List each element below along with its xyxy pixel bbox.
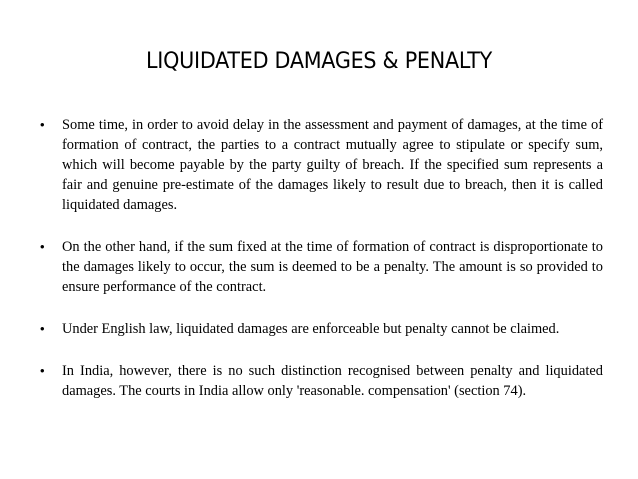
bullet-icon: •: [40, 363, 45, 378]
bullet-list: [40, 115, 603, 423]
bullet-icon: •: [40, 239, 45, 254]
bullet-text: Under English law, liquidated damages are enforceable but penalty cannot be claimed.: [62, 321, 560, 337]
bullet-icon: •: [40, 117, 45, 132]
bullet-text: In India, however, there is no such distinction recognised between penalty and liquidated damages. The courts in India allow only 'reasonable. compensation' (section 74).: [62, 363, 603, 399]
bullet-item-india: [40, 361, 603, 401]
bullet-icon: •: [40, 321, 45, 336]
bullet-text: Some time, in order to avoid delay in the assessment and payment of damages, at the time of formation of contract, the parties to a contract mutually agree to stipulate or specify sum, which will become payable by the party guilty of breach. If the specified sum represents a fair and genuine pre-estimate of the damages likely to result due to breach, then it is called liquidated damages.: [62, 117, 603, 213]
bullet-item-english-law: [40, 319, 603, 339]
bullet-item-penalty: [40, 237, 603, 297]
slide-title: LIQUIDATED DAMAGES & PENALTY: [146, 48, 492, 74]
bullet-text: On the other hand, if the sum fixed at the time of formation of contract is disproportionate to the damages likely to occur, the sum is deemed to be a penalty. The amount is so provided to ensure performance of the contract.: [62, 239, 603, 295]
bullet-item-liquidated-damages: [40, 115, 603, 215]
